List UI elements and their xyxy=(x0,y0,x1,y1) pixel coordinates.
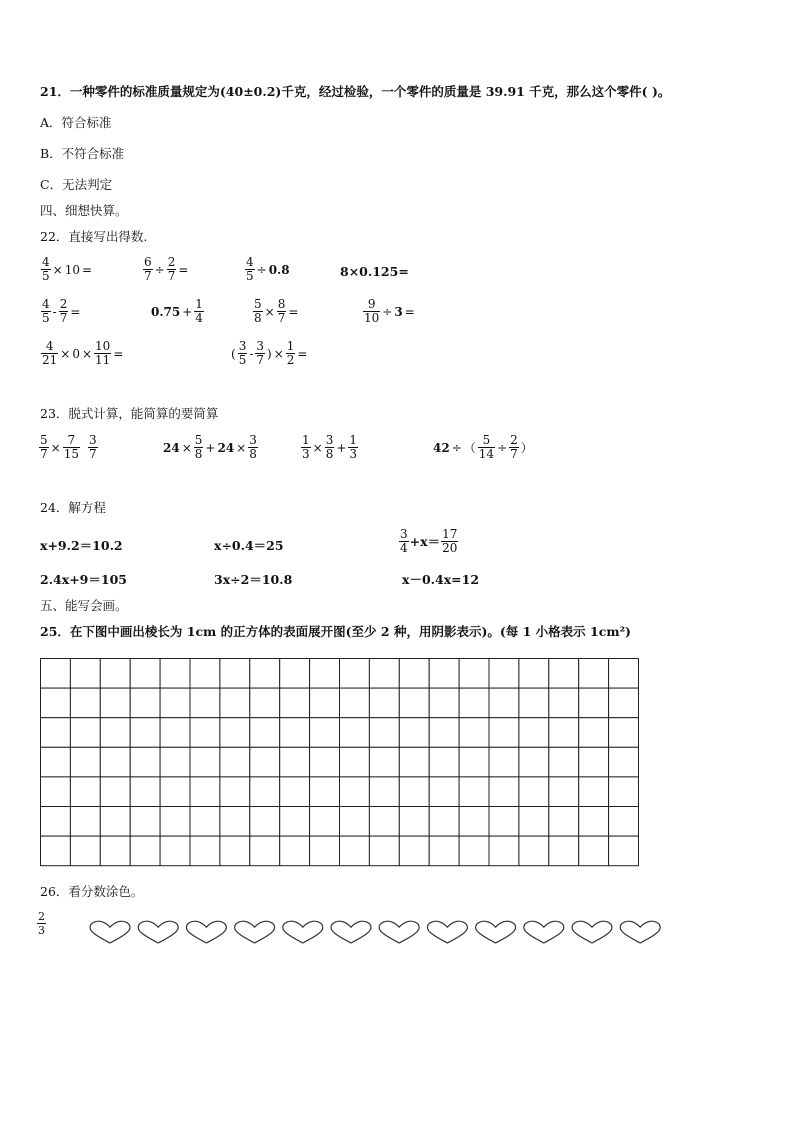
grid-cell[interactable] xyxy=(100,836,130,866)
grid-cell[interactable] xyxy=(609,688,639,718)
grid-cell[interactable] xyxy=(190,836,220,866)
grid-cell[interactable] xyxy=(100,718,130,748)
q22-item-5: $\frac{4}{5}$ - $\frac{2}{7}$ = xyxy=(42,297,81,325)
grid-cell[interactable] xyxy=(310,688,340,718)
grid-cell[interactable] xyxy=(41,659,71,689)
grid-cell[interactable] xyxy=(70,718,100,748)
grid-cell[interactable] xyxy=(190,659,220,689)
grid-cell[interactable] xyxy=(41,777,71,807)
q23-item-1: $\frac{5}{7}$ × $\frac{7}{15}$ $\frac{3}{7}$ xyxy=(40,433,97,461)
grid-cell[interactable] xyxy=(190,718,220,748)
grid-cell[interactable] xyxy=(429,747,459,777)
q24-eq-1: x+9.2＝10.2 xyxy=(40,538,123,553)
q23-item-4: 42 ÷ （ $\frac{5}{14}$ ÷ $\frac{2}{7}$ ） xyxy=(433,433,533,461)
q21-stem: 21．一种零件的标准质量规定为(40±0.2)千克，经过检验，一个零件的质量是 39.91 千克，那么这个零件( )。 xyxy=(40,84,671,99)
grid-cell[interactable] xyxy=(310,659,340,689)
grid-cell[interactable] xyxy=(399,836,429,866)
grid-cell[interactable] xyxy=(459,688,489,718)
grid-cell[interactable] xyxy=(70,836,100,866)
grid-cell[interactable] xyxy=(549,718,579,748)
grid-cell[interactable] xyxy=(579,777,609,807)
grid-cell[interactable] xyxy=(340,659,370,689)
grid-cell[interactable] xyxy=(519,747,549,777)
grid-cell[interactable] xyxy=(399,747,429,777)
grid-cell[interactable] xyxy=(100,777,130,807)
grid-cell[interactable] xyxy=(340,777,370,807)
grid-cell[interactable] xyxy=(340,718,370,748)
heart-outline[interactable] xyxy=(138,921,178,943)
grid-cell[interactable] xyxy=(369,688,399,718)
q24-eq-5: 3x÷2＝10.8 xyxy=(214,572,293,587)
heart-outline[interactable] xyxy=(476,921,516,943)
grid-cell[interactable] xyxy=(489,807,519,837)
grid-cell[interactable] xyxy=(250,836,280,866)
grid-cell[interactable] xyxy=(310,718,340,748)
heart-outline[interactable] xyxy=(572,921,612,943)
grid-cell[interactable] xyxy=(280,659,310,689)
q23-title: 23．脱式计算，能简算的要简算 xyxy=(40,406,219,421)
grid-cell[interactable] xyxy=(130,777,160,807)
grid-cell[interactable] xyxy=(160,718,190,748)
heart-outline[interactable] xyxy=(379,921,419,943)
grid-cell[interactable] xyxy=(579,718,609,748)
grid-cell[interactable] xyxy=(130,659,160,689)
grid-cell[interactable] xyxy=(369,718,399,748)
grid-cell[interactable] xyxy=(220,659,250,689)
grid-cell[interactable] xyxy=(519,807,549,837)
grid-cell[interactable] xyxy=(100,807,130,837)
grid-cell[interactable] xyxy=(549,807,579,837)
grid-cell[interactable] xyxy=(549,659,579,689)
q23-item-3: $\frac{1}{3}$ × $\frac{3}{8}$ + $\frac{1}{3}$ xyxy=(302,433,358,461)
grid-cell[interactable] xyxy=(70,659,100,689)
grid-cell[interactable] xyxy=(429,718,459,748)
grid-cell[interactable] xyxy=(250,659,280,689)
q21-option-b: B．不符合标准 xyxy=(40,146,125,161)
grid-cell[interactable] xyxy=(399,718,429,748)
grid-cell[interactable] xyxy=(130,718,160,748)
grid-cell[interactable] xyxy=(609,777,639,807)
grid-cell[interactable] xyxy=(549,777,579,807)
grid-cell[interactable] xyxy=(459,747,489,777)
grid-cell[interactable] xyxy=(220,747,250,777)
grid-cell[interactable] xyxy=(340,688,370,718)
grid-cell[interactable] xyxy=(429,807,459,837)
grid-cell[interactable] xyxy=(250,777,280,807)
grid-cell[interactable] xyxy=(429,688,459,718)
q21-option-c: C．无法判定 xyxy=(40,177,113,192)
q26-fraction: $\frac{2}{3}$ xyxy=(38,910,45,937)
grid-cell[interactable] xyxy=(519,836,549,866)
grid-cell[interactable] xyxy=(549,836,579,866)
heart-outline[interactable] xyxy=(90,921,130,943)
grid-cell[interactable] xyxy=(280,807,310,837)
grid-cell[interactable] xyxy=(399,807,429,837)
grid-cell[interactable] xyxy=(310,836,340,866)
grid-cell[interactable] xyxy=(41,718,71,748)
grid-cell[interactable] xyxy=(220,807,250,837)
heart-outline[interactable] xyxy=(186,921,226,943)
grid-cell[interactable] xyxy=(100,688,130,718)
grid-cell[interactable] xyxy=(130,807,160,837)
q24-title: 24．解方程 xyxy=(40,500,106,515)
q22-item-7: $\frac{5}{8}$ × $\frac{8}{7}$ = xyxy=(254,297,299,325)
grid-cell[interactable] xyxy=(130,836,160,866)
grid-cell[interactable] xyxy=(280,688,310,718)
grid-cell[interactable] xyxy=(190,688,220,718)
grid-cell[interactable] xyxy=(160,688,190,718)
grid-cell[interactable] xyxy=(280,718,310,748)
grid-cell[interactable] xyxy=(280,747,310,777)
grid-cell[interactable] xyxy=(369,659,399,689)
grid-cell[interactable] xyxy=(579,807,609,837)
q22-item-1: $\frac{4}{5}$ × 10 = xyxy=(42,255,93,283)
q21-option-a: A．符合标准 xyxy=(40,115,112,130)
grid-cell[interactable] xyxy=(489,688,519,718)
grid-cell[interactable] xyxy=(609,836,639,866)
grid-cell[interactable] xyxy=(160,659,190,689)
grid-cell[interactable] xyxy=(369,836,399,866)
grid-cell[interactable] xyxy=(160,836,190,866)
heart-outline[interactable] xyxy=(620,921,660,943)
grid-cell[interactable] xyxy=(70,747,100,777)
grid-cell[interactable] xyxy=(519,688,549,718)
grid-cell[interactable] xyxy=(70,807,100,837)
grid-cell[interactable] xyxy=(489,777,519,807)
heart-outline[interactable] xyxy=(283,921,323,943)
section-5-heading: 五、能写会画。 xyxy=(40,598,128,613)
grid-cell[interactable] xyxy=(41,688,71,718)
grid-cell[interactable] xyxy=(41,807,71,837)
grid-cell[interactable] xyxy=(100,747,130,777)
q24-eq-2: x÷0.4＝25 xyxy=(214,538,284,553)
grid-cell[interactable] xyxy=(100,659,130,689)
grid-cell[interactable] xyxy=(459,659,489,689)
grid-cell[interactable] xyxy=(369,777,399,807)
grid-cell[interactable] xyxy=(160,807,190,837)
grid-cell[interactable] xyxy=(190,807,220,837)
grid-cell[interactable] xyxy=(489,659,519,689)
grid-cell[interactable] xyxy=(459,807,489,837)
grid-cell[interactable] xyxy=(310,807,340,837)
heart-outline[interactable] xyxy=(235,921,275,943)
q22-item-10: ( $\frac{3}{5}$ - $\frac{3}{7}$ ) × $\frac{1}{2}$ = xyxy=(231,339,308,367)
q22-item-8: $\frac{9}{10}$ ÷ 3 = xyxy=(364,297,415,325)
grid-cell[interactable] xyxy=(519,659,549,689)
grid-cell[interactable] xyxy=(340,747,370,777)
grid-cell[interactable] xyxy=(250,807,280,837)
grid-cell[interactable] xyxy=(399,659,429,689)
grid-cell[interactable] xyxy=(399,777,429,807)
grid-cell[interactable] xyxy=(280,836,310,866)
grid-cell[interactable] xyxy=(340,807,370,837)
grid-cell[interactable] xyxy=(579,659,609,689)
q24-eq-6: x－0.4x=12 xyxy=(402,572,480,587)
q22-item-4: 8×0.125= xyxy=(340,264,409,279)
grid-cell[interactable] xyxy=(41,836,71,866)
grid-cell[interactable] xyxy=(220,718,250,748)
grid-cell[interactable] xyxy=(549,747,579,777)
grid-cell[interactable] xyxy=(190,777,220,807)
grid-cell[interactable] xyxy=(579,747,609,777)
heart-outline[interactable] xyxy=(427,921,467,943)
q26-title: 26．看分数涂色。 xyxy=(40,884,144,899)
q22-item-6: 0.75 + $\frac{1}{4}$ xyxy=(151,297,203,325)
grid-cell[interactable] xyxy=(369,807,399,837)
grid-cell[interactable] xyxy=(250,747,280,777)
q24-eq-4: 2.4x+9＝105 xyxy=(40,572,127,587)
grid-cell[interactable] xyxy=(250,688,280,718)
grid-cell[interactable] xyxy=(310,747,340,777)
heart-outline[interactable] xyxy=(331,921,371,943)
grid-cell[interactable] xyxy=(579,836,609,866)
grid-cell[interactable] xyxy=(160,747,190,777)
hearts-row[interactable] xyxy=(88,918,668,948)
grid-cell[interactable] xyxy=(429,659,459,689)
grid-cell[interactable] xyxy=(519,777,549,807)
grid-cell[interactable] xyxy=(41,747,71,777)
grid-cell[interactable] xyxy=(489,747,519,777)
q22-item-3: $\frac{4}{5}$ ÷ 0.8 xyxy=(246,255,290,283)
grid-cell[interactable] xyxy=(130,688,160,718)
grid-cell[interactable] xyxy=(609,807,639,837)
grid-cell[interactable] xyxy=(70,688,100,718)
section-4-heading: 四、细想快算。 xyxy=(40,203,128,218)
grid-cell[interactable] xyxy=(459,777,489,807)
grid-cell[interactable] xyxy=(280,777,310,807)
q22-title: 22．直接写出得数. xyxy=(40,229,148,244)
q22-item-2: $\frac{6}{7}$ ÷ $\frac{2}{7}$ = xyxy=(144,255,189,283)
grid-cell[interactable] xyxy=(549,688,579,718)
grid-cell[interactable] xyxy=(609,659,639,689)
grid-cell[interactable] xyxy=(220,688,250,718)
grid-cell[interactable] xyxy=(489,718,519,748)
grid-cell[interactable] xyxy=(220,777,250,807)
grid-cell[interactable] xyxy=(519,718,549,748)
grid-cell[interactable] xyxy=(160,777,190,807)
grid-cell[interactable] xyxy=(489,836,519,866)
grid-cell[interactable] xyxy=(220,836,250,866)
grid-cell[interactable] xyxy=(310,777,340,807)
grid-cell[interactable] xyxy=(130,747,160,777)
q22-item-9: $\frac{4}{21}$ × 0 × $\frac{10}{11}$ = xyxy=(42,339,124,367)
grid-cell[interactable] xyxy=(579,688,609,718)
grid-cell[interactable] xyxy=(459,718,489,748)
grid-cell[interactable] xyxy=(70,777,100,807)
grid-cell[interactable] xyxy=(609,747,639,777)
grid-cell[interactable] xyxy=(429,836,459,866)
grid-cell[interactable] xyxy=(609,718,639,748)
grid-cell[interactable] xyxy=(250,718,280,748)
square-grid[interactable] xyxy=(40,658,640,868)
grid-cell[interactable] xyxy=(190,747,220,777)
grid-cell[interactable] xyxy=(369,747,399,777)
grid-cell[interactable] xyxy=(399,688,429,718)
q24-eq-3: $\frac{3}{4}$ +x＝ $\frac{17}{20}$ xyxy=(400,527,458,555)
heart-outline[interactable] xyxy=(524,921,564,943)
q23-item-2: 24 × $\frac{5}{8}$ + 24 × $\frac{3}{8}$ xyxy=(163,433,257,461)
grid-cell[interactable] xyxy=(429,777,459,807)
grid-cell[interactable] xyxy=(459,836,489,866)
grid-cell[interactable] xyxy=(340,836,370,866)
q25-stem: 25．在下图中画出棱长为 1cm 的正方体的表面展开图(至少 2 种，用阴影表示)。(每 1 小格表示 1cm²) xyxy=(40,624,631,639)
